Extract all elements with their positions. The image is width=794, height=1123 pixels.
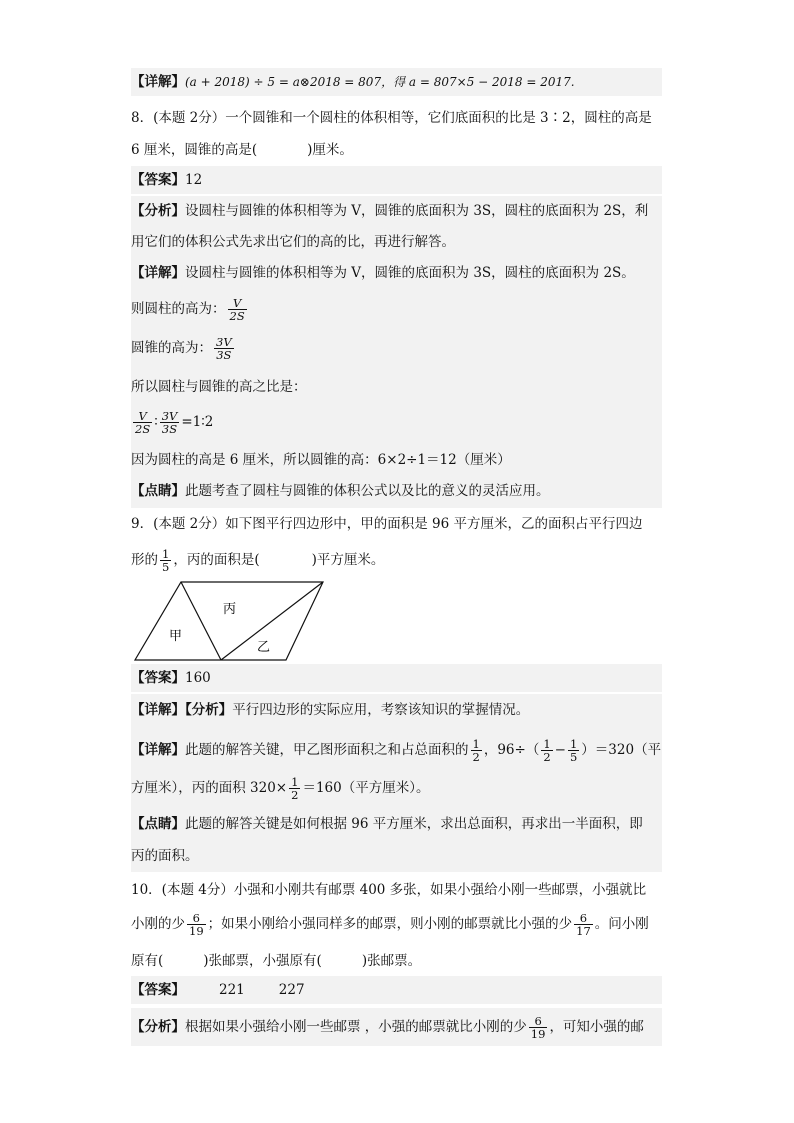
fraction: $\frac{3V}{3S}$: [161, 409, 178, 436]
q10-stem-line2: 小刚的少 $\frac{6}{19}$ ；如果小刚给小强同样多的邮票，则小刚的邮票就比小强的少 $\frac{6}{17}$ 。问小刚: [131, 911, 649, 938]
q8-comment-row: 【点睛】此题考查了圆柱与圆锥的体积公式以及比的意义的灵活应用。: [131, 483, 550, 499]
region-label-bing: 丙: [223, 602, 237, 617]
fraction: $\frac{1}{5}$: [569, 737, 578, 764]
q9-answer-row: [131, 664, 662, 692]
q8-ratio-label: 所以圆柱与圆锥的高之比是：: [131, 379, 307, 395]
region-label-yi: 乙: [257, 640, 271, 655]
answer-tag: 【答案】: [131, 982, 185, 998]
region-label-jia: 甲: [169, 629, 183, 644]
q10-answer-1: 221: [219, 982, 245, 998]
detail-tag: 【详解】: [131, 74, 185, 90]
detail-tag: 【详解】: [131, 742, 185, 758]
q10-stem-line3: 原有( )张邮票，小强原有( )张邮票。: [131, 953, 422, 969]
fraction: $\frac{1}{5}$: [162, 547, 170, 574]
parallelogram-outline: [135, 582, 323, 660]
parallelogram-figure: [131, 580, 331, 662]
q9-analysis-row: 【详解】【分析】平行四边形的实际应用，考察该知识的掌握情况。: [131, 702, 530, 718]
q9-comment-line2: 丙的面积。: [131, 848, 199, 864]
q8-answer: 12: [185, 172, 203, 188]
q8-ratio-expression: $\frac{V}{2S}$ ∶ $\frac{3V}{3S}$ =1∶2: [135, 409, 214, 436]
q8-cylinder-height: 则圆柱的高为： $\frac{V}{2S}$: [131, 296, 245, 323]
q10-answer-row: [131, 976, 662, 1004]
analysis-tag: 【分析】: [131, 203, 185, 219]
q8-analysis-line1: 【分析】设圆柱与圆锥的体积相等为 V，圆锥的底面积为 3S，圆柱的底面积为 2S，利: [131, 203, 649, 219]
detail-formula: (a + 2018) ÷ 5 = a⊗2018 = 807，得 a = 807×5 − 2018 = 2017.: [185, 75, 575, 89]
fraction: $\frac{1}{2}$: [472, 737, 480, 764]
fraction: $\frac{V}{2S}$: [135, 409, 151, 436]
q8-because-line: 因为圆柱的高是 6 厘米，所以圆锥的高：6×2÷1＝12（厘米）: [131, 452, 511, 468]
fraction: $\frac{1}{2}$: [543, 737, 551, 764]
q8-stem-line1: 8．(本题 2分）一个圆锥和一个圆柱的体积相等，它们底面积的比是 3∶2，圆柱的高是: [131, 110, 652, 126]
q9-answer: 160: [185, 670, 211, 686]
q10-answer-2: 227: [278, 982, 305, 998]
fraction: $\frac{6}{19}$: [189, 911, 204, 938]
fraction: $\frac{3V}{3S}$: [216, 335, 232, 362]
detail-tag: 【详解】: [131, 265, 185, 281]
q8-stem-line2: 6 厘米，圆锥的高是( )厘米。: [131, 142, 353, 158]
q10-analysis-row: 【分析】根据如果小强给小刚一些邮票 ，小强的邮票就比小刚的少 $\frac{6}{19}$ ，可知小强的邮: [131, 1008, 662, 1046]
q9-stem-line2: 形的 $\frac{1}{5}$ ，丙的面积是( )平方厘米。: [131, 547, 385, 574]
q8-analysis-line2: 用它们的体积公式先求出它们的高的比，再进行解答。: [131, 234, 455, 250]
comment-tag: 【点睛】: [131, 483, 185, 499]
q9-detail-line1: 【详解】此题的解答关键，甲乙图形面积之和占总面积的 $\frac{1}{2}$ ，96÷（ $\frac{1}{2}$ − $\frac{1}{5}$ ）＝320（平: [131, 737, 662, 764]
q10-stem-line1: 10．(本题 4分）小强和小刚共有邮票 400 多张，如果小强给小刚一些邮票，小强就比: [131, 882, 647, 898]
comment-tag: 【点睛】: [131, 816, 185, 832]
q8-answer-row: [131, 166, 662, 194]
q9-stem-line1: 9．(本题 2分）如下图平行四边形中，甲的面积是 96 平方厘米，乙的面积占平行四边: [131, 516, 643, 532]
detail-analysis-tag: 【详解】【分析】: [131, 702, 233, 718]
divider-right: [221, 582, 323, 660]
answer-tag: 【答案】: [131, 172, 185, 188]
divider-left: [181, 582, 221, 660]
fraction: $\frac{1}{2}$: [291, 775, 299, 802]
fraction: $\frac{6}{17}$: [576, 911, 591, 938]
q8-cone-height: 圆锥的高为： $\frac{3V}{3S}$: [131, 335, 232, 362]
q8-detail-line1: 【详解】设圆柱与圆锥的体积相等为 V，圆锥的底面积为 3S，圆柱的底面积为 2S。: [131, 265, 635, 281]
q9-comment-line1: 【点睛】此题的解答关键是如何根据 96 平方厘米，求出总面积，再求出一半面积，即: [131, 816, 643, 832]
answer-tag: 【答案】: [131, 670, 185, 686]
q9-detail-line2: 方厘米），丙的面积 320× $\frac{1}{2}$ ＝160（平方厘米）。: [131, 775, 430, 802]
analysis-tag: 【分析】: [131, 1019, 185, 1035]
fraction: $\frac{V}{2S}$: [229, 296, 245, 323]
prev-detail-row: [131, 68, 662, 96]
fraction: $\frac{6}{19}$: [530, 1014, 546, 1041]
